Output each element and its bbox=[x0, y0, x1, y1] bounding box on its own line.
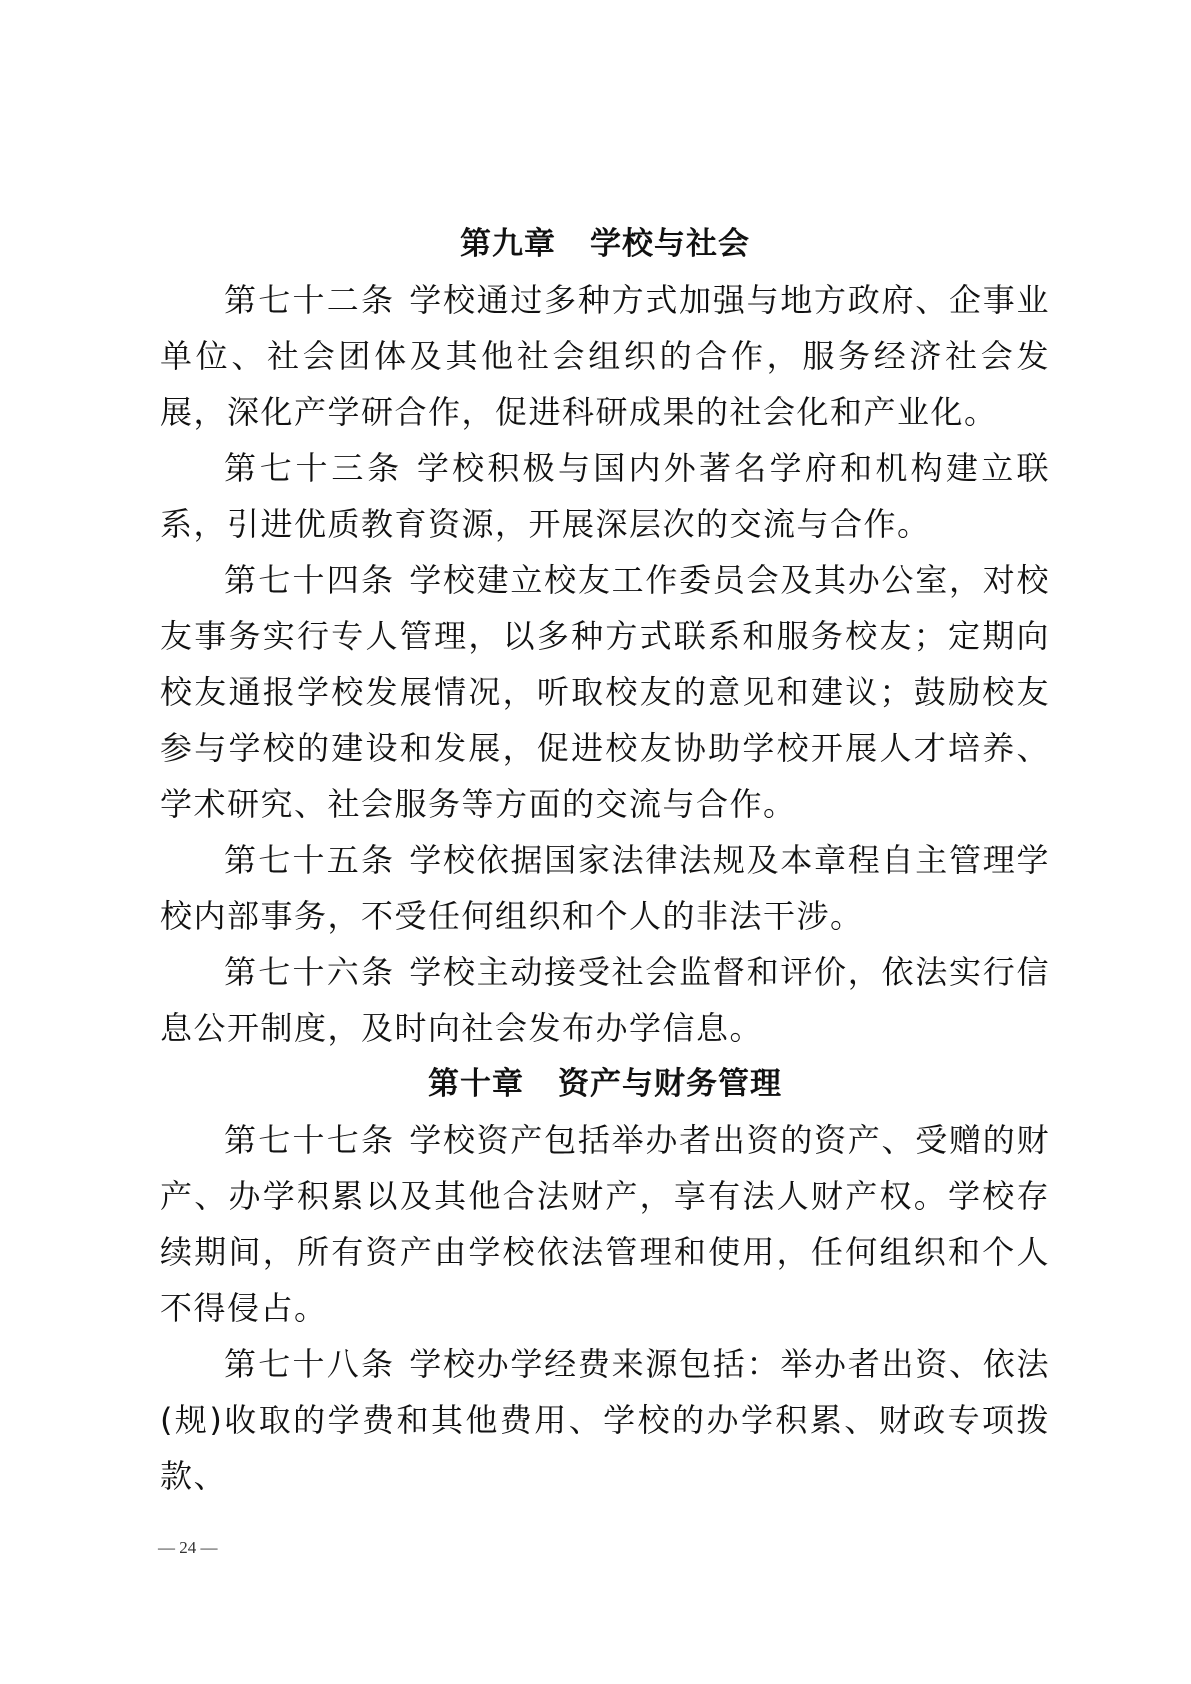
article-number: 第七十四条 bbox=[224, 561, 396, 599]
article-number: 第七十二条 bbox=[224, 281, 396, 319]
chapter-number: 第九章 bbox=[460, 226, 556, 262]
page-number: — 24 — bbox=[158, 1538, 218, 1557]
document-body bbox=[160, 216, 1050, 1504]
article-text: 学校通过多种方式加强与地方政府、企事业单位、社会团体及其他社会组织的合作，服务经济社会发展，深化产学研合作，促进科研成果的社会化和产业化。 bbox=[160, 281, 1050, 431]
article-78 bbox=[160, 1336, 1050, 1504]
article-text: 学校依据国家法律法规及本章程自主管理学校内部事务，不受任何组织和个人的非法干涉。 bbox=[160, 841, 1050, 935]
chapter-heading-9 bbox=[160, 216, 1050, 272]
article-number: 第七十八条 bbox=[224, 1345, 396, 1383]
article-77 bbox=[160, 1112, 1050, 1336]
chapter-number: 第十章 bbox=[428, 1066, 524, 1102]
article-number: 第七十六条 bbox=[224, 953, 396, 991]
article-text: 学校建立校友工作委员会及其办公室，对校友事务实行专人管理，以多种方式联系和服务校友；定期向校友通报学校发展情况，听取校友的意见和建议；鼓励校友参与学校的建设和发展，促进校友协助学校开展人才培养、学术研究、社会服务等方面的交流与合作。 bbox=[160, 561, 1050, 823]
article-75 bbox=[160, 832, 1050, 944]
article-76 bbox=[160, 944, 1050, 1056]
article-74 bbox=[160, 552, 1050, 832]
article-72 bbox=[160, 272, 1050, 440]
article-number: 第七十七条 bbox=[224, 1121, 396, 1159]
article-text: 学校办学经费来源包括：举办者出资、依法(规)收取的学费和其他费用、学校的办学积累、财政专项拨款、 bbox=[160, 1345, 1050, 1495]
chapter-heading-10 bbox=[160, 1056, 1050, 1112]
chapter-title: 学校与社会 bbox=[590, 226, 750, 262]
article-text: 学校资产包括举办者出资的资产、受赠的财产、办学积累以及其他合法财产，享有法人财产权。学校存续期间，所有资产由学校依法管理和使用，任何组织和个人不得侵占。 bbox=[160, 1121, 1050, 1327]
article-text: 学校积极与国内外著名学府和机构建立联系，引进优质教育资源，开展深层次的交流与合作。 bbox=[160, 449, 1050, 543]
chapter-title: 资产与财务管理 bbox=[558, 1066, 782, 1102]
article-number: 第七十五条 bbox=[224, 841, 396, 879]
article-73 bbox=[160, 440, 1050, 552]
article-text: 学校主动接受社会监督和评价，依法实行信息公开制度，及时向社会发布办学信息。 bbox=[160, 953, 1050, 1047]
article-number: 第七十三条 bbox=[224, 449, 403, 487]
